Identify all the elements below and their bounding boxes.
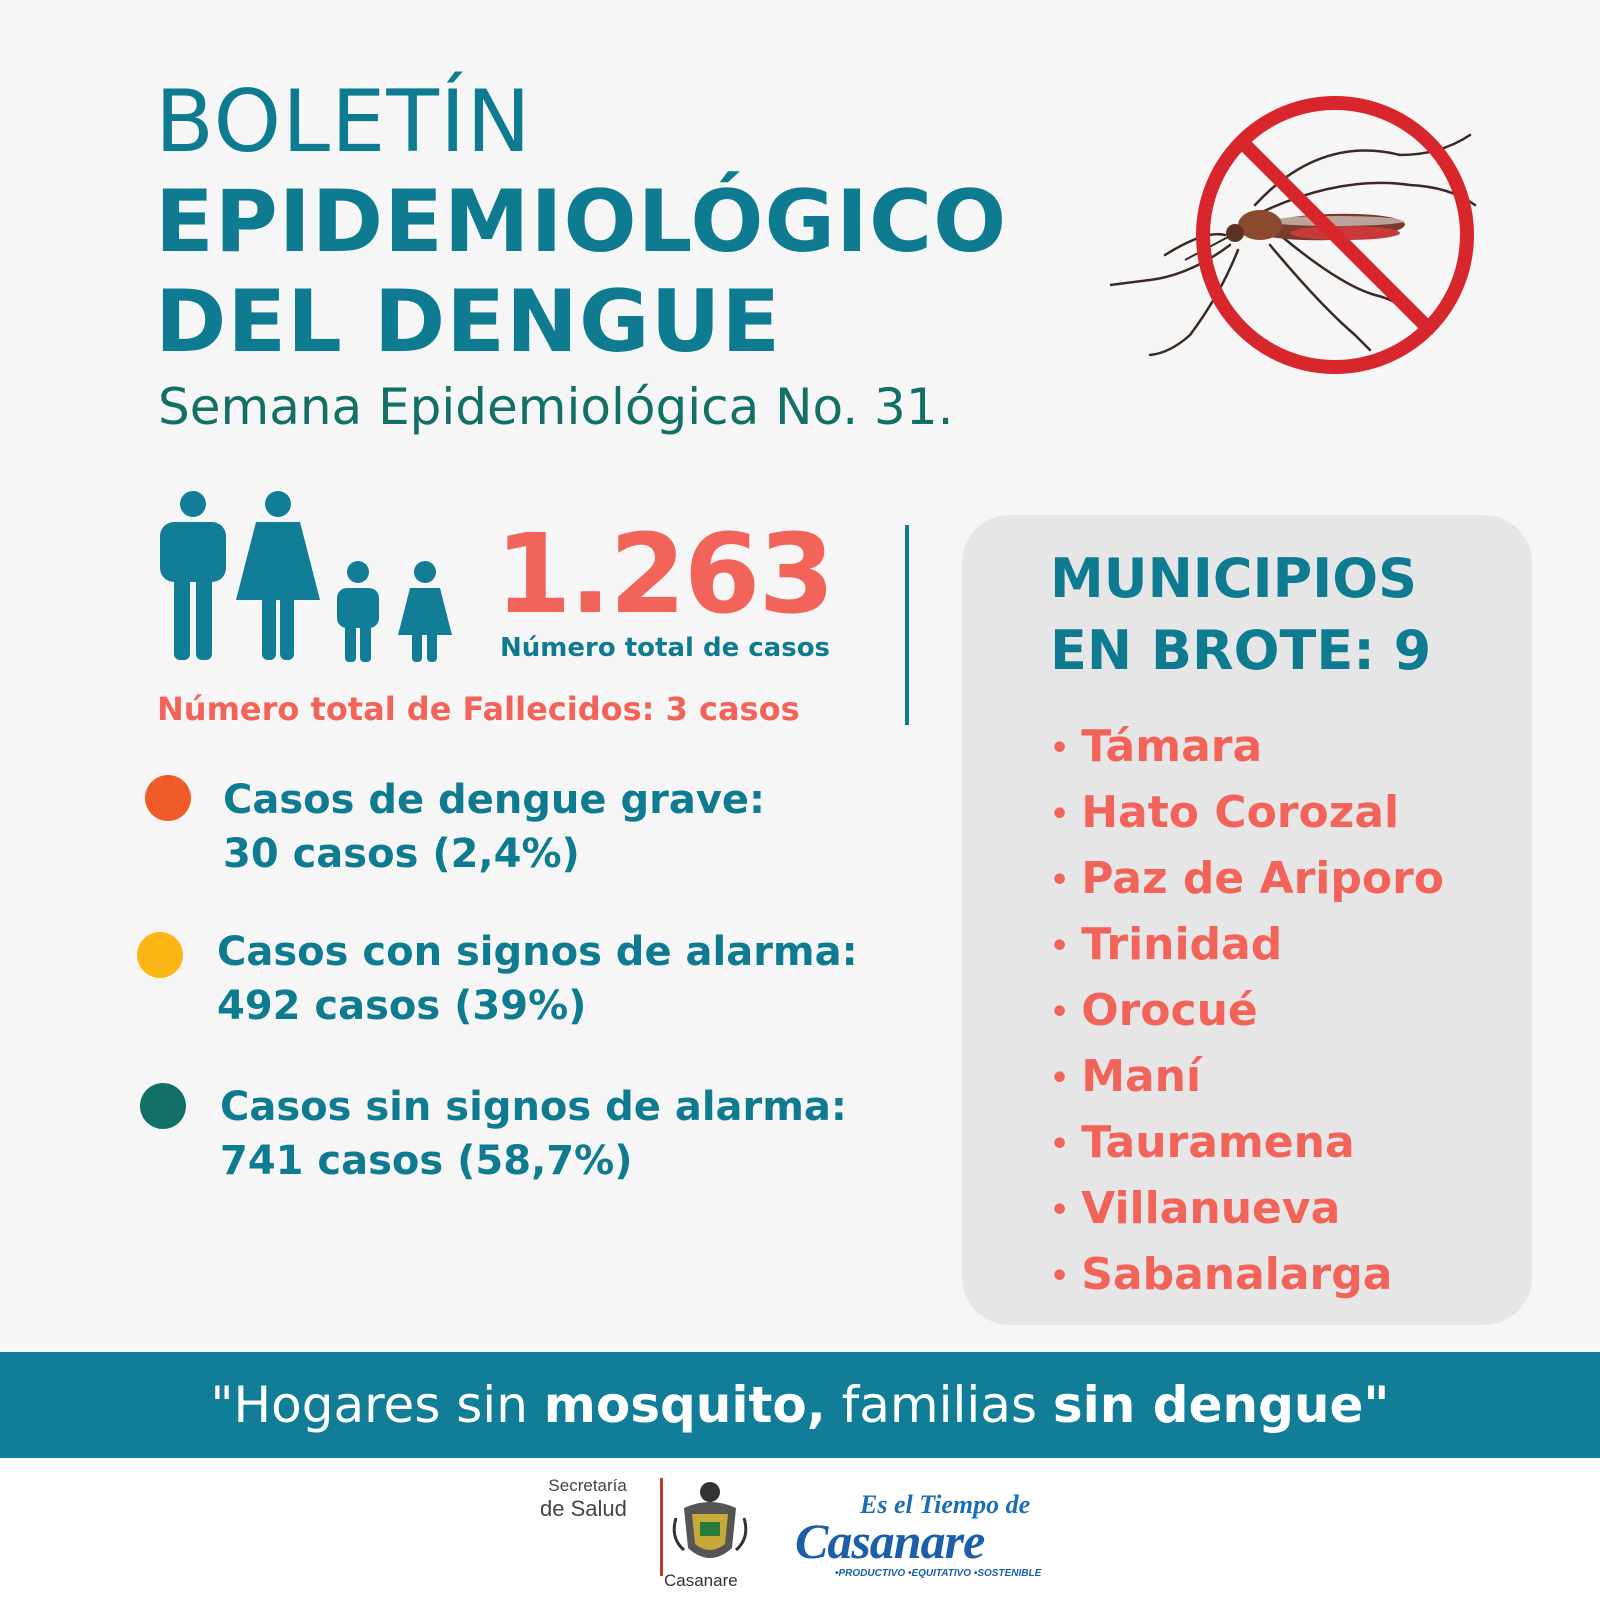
bullet-icon: • [1050,1061,1070,1096]
municipalities-panel [962,515,1532,1325]
title-block [155,72,1007,372]
no-mosquito-icon [1110,95,1480,390]
footer [0,1458,1600,1600]
bullet-icon: • [1050,995,1070,1030]
logo-slogan-top: Es el Tiempo de [860,1490,1031,1519]
total-deaths: Número total de Fallecidos: 3 casos [157,690,800,728]
case-value: 741 casos (58,7%) [220,1138,633,1184]
banner-part-2: mosquito, [543,1376,826,1434]
bullet-icon: • [1050,1259,1070,1294]
bullet-icon: • [1050,797,1070,832]
municipality-name: Maní [1081,1051,1202,1102]
municipality-item [1050,979,1444,1045]
casanare-logo [795,1490,1055,1585]
coat-of-arms-icon [670,1478,750,1578]
bullet-icon: • [1050,1193,1070,1228]
divider-line [905,525,909,725]
slogan-banner [0,1352,1600,1458]
case-value: 492 casos (39%) [217,983,587,1029]
logo-slogan-sub: •PRODUCTIVO •EQUITATIVO •SOSTENIBLE [835,1568,1042,1579]
panel-title-line-2: EN BROTE: 9 [1050,619,1432,682]
case-value: 30 casos (2,4%) [223,831,580,877]
case-label: Casos de dengue grave: [223,777,766,823]
logo-slogan-main: Casanare [795,1513,985,1569]
subtitle: Semana Epidemiológica No. 31. [158,378,954,436]
secretaria-salud-logo [540,1476,627,1522]
secretaria-line-2: de Salud [540,1496,627,1521]
no-warning-dot-icon [140,1083,186,1129]
total-cases-number: 1.263 [495,510,833,638]
municipality-item [1050,913,1444,979]
gobernacion-name: Casanare [664,1571,738,1590]
municipality-item [1050,1177,1444,1243]
municipality-name: Villanueva [1081,1183,1341,1234]
municipality-name: Támara [1081,721,1263,772]
bullet-icon: • [1050,863,1070,898]
total-cases-label: Número total de casos [500,633,831,663]
title-line-1: BOLETÍN [155,72,532,172]
secretaria-line-1: Secretaría [548,1476,627,1495]
municipality-name: Hato Corozal [1081,787,1400,838]
panel-title-line-1: MUNICIPIOS [1050,547,1418,610]
municipality-item [1050,1045,1444,1111]
municipality-item [1050,1243,1444,1309]
municipality-item [1050,781,1444,847]
panel-title [1050,543,1431,687]
bullet-icon: • [1050,1127,1070,1162]
case-label: Casos con signos de alarma: [217,929,858,975]
municipality-name: Tauramena [1081,1117,1355,1168]
family-icon [160,490,460,665]
bullet-icon: • [1050,929,1070,964]
municipality-name: Sabanalarga [1081,1249,1393,1300]
warning-dot-icon [137,932,183,978]
municipality-item [1050,847,1444,913]
title-line-3: DEL DENGUE [155,272,782,372]
severe-dot-icon [145,775,191,821]
municipality-item [1050,715,1444,781]
municipality-item [1050,1111,1444,1177]
banner-part-3: familias [825,1376,1053,1434]
municipality-name: Paz de Ariporo [1081,853,1445,904]
footer-divider [660,1478,663,1576]
banner-part-1: "Hogares sin [210,1376,544,1434]
case-label: Casos sin signos de alarma: [220,1084,847,1130]
municipality-name: Trinidad [1081,919,1283,970]
banner-part-4: sin dengue" [1052,1376,1390,1434]
municipalities-list [1050,715,1444,1309]
municipality-name: Orocué [1081,985,1258,1036]
bullet-icon: • [1050,731,1070,766]
title-line-2: EPIDEMIOLÓGICO [155,172,1008,272]
